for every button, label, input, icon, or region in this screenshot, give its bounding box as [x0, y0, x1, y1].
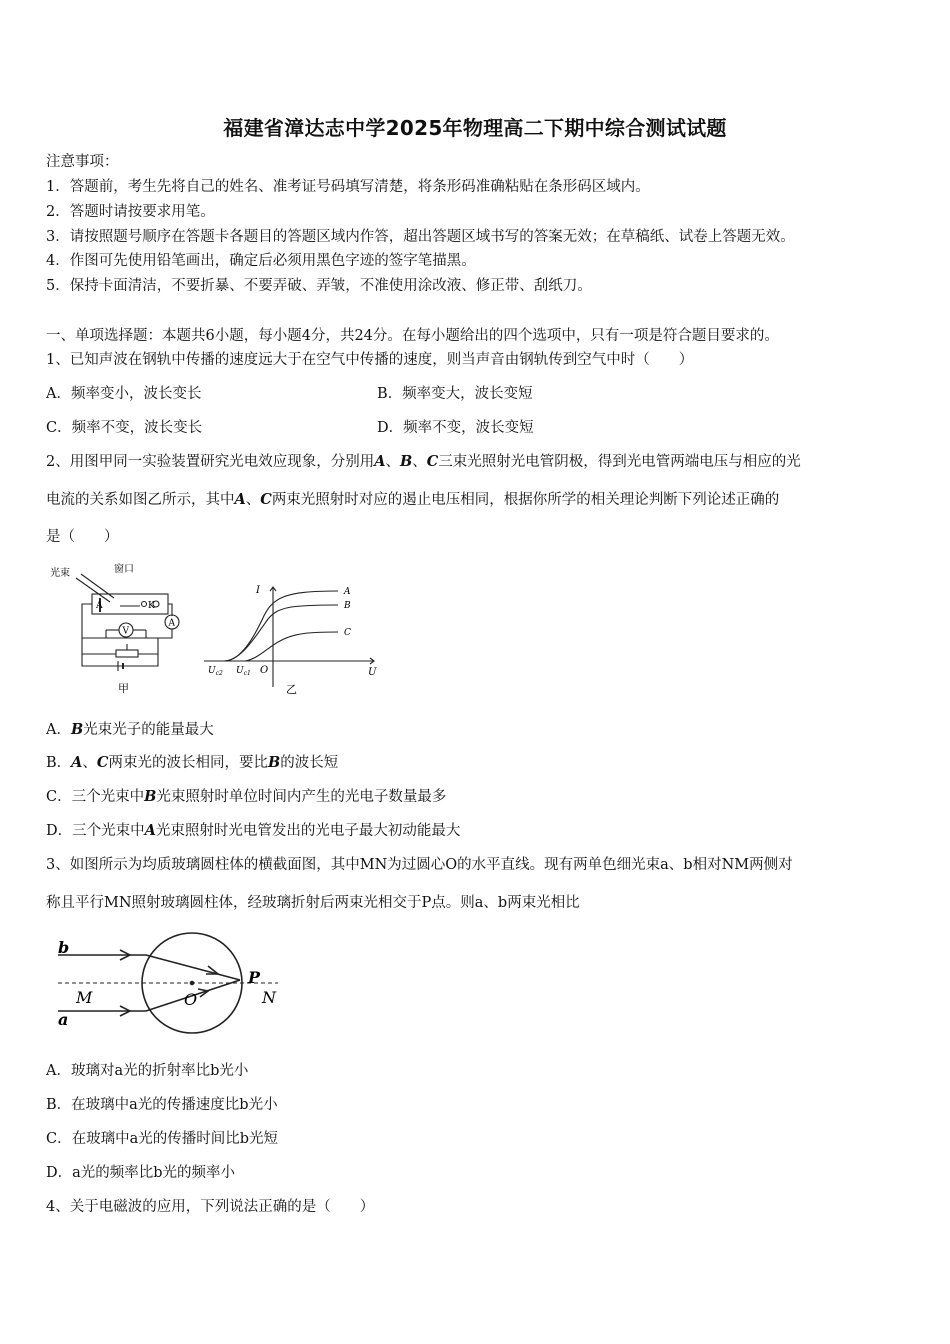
q2-option-a: A．B光束光子的能量最大: [46, 721, 214, 738]
q2-option-d: D．三个光束中A光束照射时光电管发出的光电子最大初动能最大: [46, 822, 461, 839]
p-label: P: [248, 968, 261, 987]
circuit-figure: [48, 560, 188, 698]
origin-label: O: [260, 665, 269, 676]
section-heading: 一、单项选择题：本题共6小题，每小题4分，共24分。在每小题给出的四个选项中，只有一项是符合题目要求的。: [46, 328, 779, 344]
center-dot: [191, 982, 194, 985]
figure-caption-jia: 甲: [118, 682, 129, 695]
notice-item: 5．保持卡面清洁，不要折暴、不要弄破、弄皱，不准使用涂改液、修正带、刮纸刀。: [46, 278, 592, 294]
ray-b-refracted: [146, 955, 240, 980]
q1-option-c: C．频率不变，波长变长: [46, 420, 203, 436]
anode-label: A: [96, 601, 103, 611]
cathode-terminal: [142, 602, 147, 607]
x-axis-label: U: [368, 667, 377, 678]
q3-stem-line1: 3、如图所示为均质玻璃圆柱体的横截面图，其中MN为过圆心O的水平直线。现有两单色细光束a、b相对NM两侧对: [46, 857, 793, 873]
page-title: 福建省漳达志中学2025年物理高二下期中综合测试试题: [223, 116, 727, 140]
q2-stem-line1: 2、用图甲同一实验装置研究光电效应现象，分别用A、B、C三束光照射光电管阴极，得到光电管两端电压与相应的光: [46, 453, 801, 470]
m-label: M: [76, 988, 93, 1007]
q3-stem-line2: 称且平行MN照射玻璃圆柱体，经玻璃折射后两束光相交于P点。则a、b两束光相比: [46, 895, 580, 911]
n-label: N: [262, 988, 276, 1007]
uc2-label: $U_{c2}$: [208, 666, 223, 677]
uc1-label: $U_{c1}$: [236, 666, 251, 677]
notice-item: 3．请按照题号顺序在答题卡各题目的答题区域内作答，超出答题区域书写的答案无效；在草稿纸、试卷上答题无效。: [46, 229, 795, 245]
curve-a: [224, 591, 338, 661]
o-label: O: [184, 990, 198, 1009]
q1-stem: 1、已知声波在钢轨中传播的速度远大于在空气中传播的速度，则当声音由钢轨传到空气中时（ ）: [46, 352, 694, 368]
q2-stem-line2: 电流的关系如图乙所示，其中A、C两束光照射时对应的遏止电压相同，根据你所学的相关理论判断下列论述正确的: [46, 491, 780, 508]
light-beam-label: 光束: [50, 568, 70, 579]
rheostat: [116, 650, 138, 657]
light-beam-line: [76, 578, 110, 602]
curve-b: [224, 605, 338, 661]
q2-option-b: B．A、C两束光的波长相同，要比B的波长短: [46, 754, 339, 771]
q2-stem-line3: 是（ ）: [46, 529, 119, 545]
q1-option-d: D．频率不变，波长变短: [377, 420, 534, 436]
ray-b-label: b: [58, 938, 70, 957]
notice-item: 2．答题时请按要求用笔。: [46, 204, 215, 220]
cathode-label: K: [148, 601, 155, 611]
q3-option-c: C．在玻璃中a光的传播时间比b光短: [46, 1131, 279, 1147]
q1-option-b: B．频率变大，波长变短: [377, 386, 533, 402]
wire: [168, 604, 172, 616]
curve-c: [245, 632, 338, 661]
q3-option-a: A．玻璃对a光的折射率比b光小: [46, 1063, 249, 1079]
figure-caption-yi: 乙: [286, 683, 297, 696]
curve-b-label: B: [344, 601, 351, 611]
window-label: 窗口: [114, 564, 134, 575]
q4-stem: 4、关于电磁波的应用，下列说法正确的是（ ）: [46, 1199, 375, 1215]
q3-option-d: D．a光的频率比b光的频率小: [46, 1165, 236, 1181]
notice-item: 1．答题前，考生先将自己的姓名、准考证号码填写清楚，将条形码准确粘贴在条形码区域内。: [46, 179, 650, 195]
ray-a-label: a: [58, 1010, 69, 1029]
curve-c-label: C: [344, 628, 351, 638]
iu-graph-figure: [198, 575, 383, 698]
ammeter-label: A: [168, 618, 175, 629]
curve-a-label: A: [344, 587, 351, 597]
notice-item: 4．作图可先使用铅笔画出，确定后必须用黑色字迹的签字笔描黑。: [46, 253, 476, 269]
q1-option-a: A．频率变小，波长变长: [46, 386, 202, 402]
q3-option-b: B．在玻璃中a光的传播速度比b光小: [46, 1097, 278, 1113]
y-axis-label: I: [256, 585, 260, 596]
voltmeter-label: V: [122, 626, 129, 637]
notice-heading: 注意事项：: [46, 154, 119, 170]
glass-cylinder-figure: [48, 925, 298, 1040]
q2-option-c: C．三个光束中B光束照射时单位时间内产生的光电子数量最多: [46, 788, 447, 805]
